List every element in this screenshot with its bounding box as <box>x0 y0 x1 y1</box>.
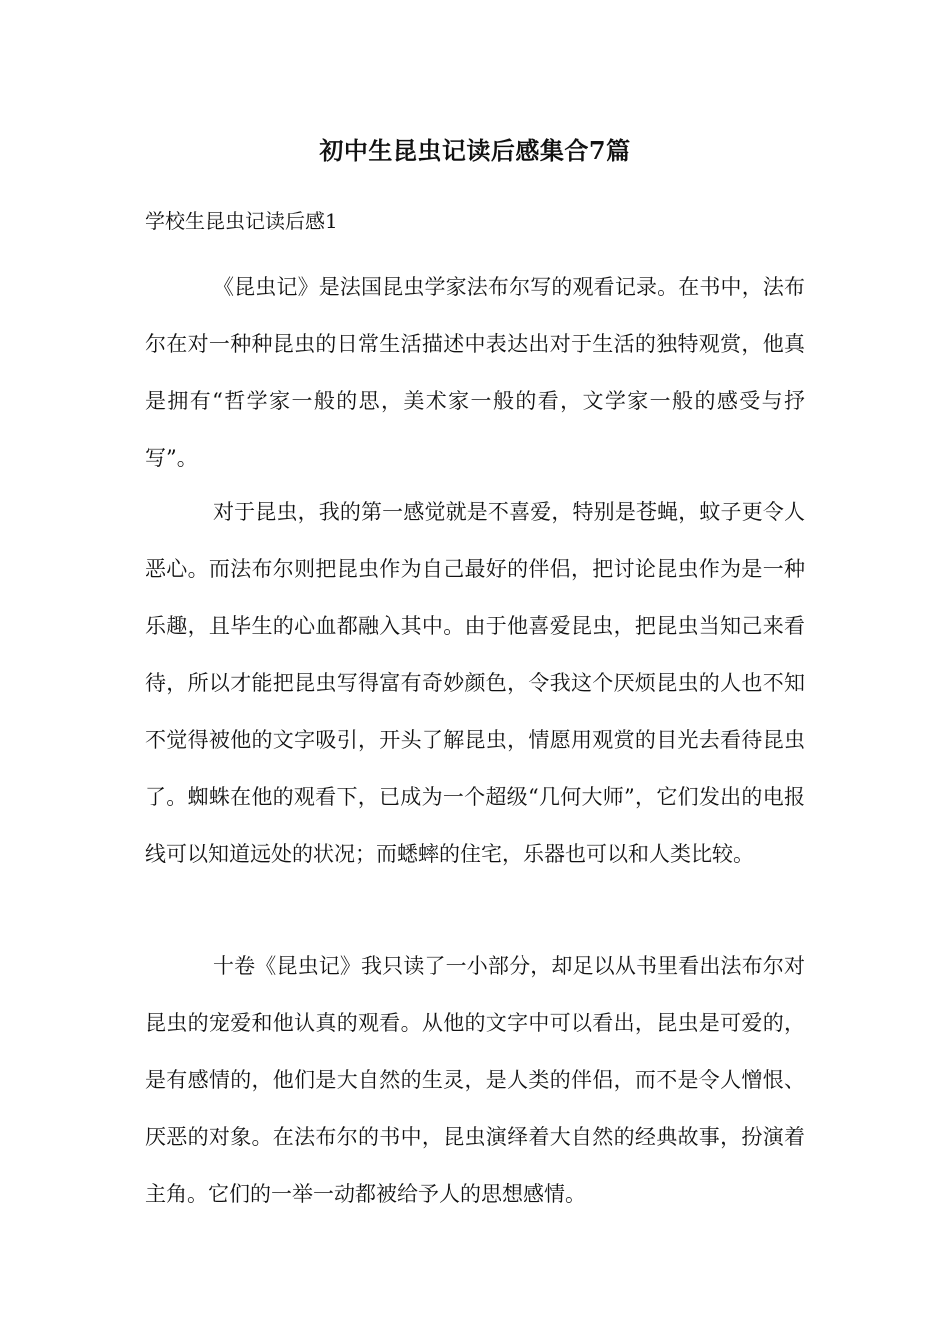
section-heading: 学校生昆虫记读后感1 <box>145 209 338 233</box>
paragraph-3: 十卷《昆虫记》我只读了一小部分，却足以从书里看出法布尔对昆虫的宠爱和他认真的观看。从他的文字中可以看出，昆虫是可爱的，是有感情的，他们是大自然的生灵，是人类的伴侣，而不是令人憎恨、厌恶的对象。在法布尔的书中，昆虫演绎着大自然的经典故事，扮演着主角。它们的一举一动都被给予人的思想感情。 <box>145 954 805 1206</box>
document-title: 初中生昆虫记读后感集合7篇 <box>319 136 631 165</box>
paragraph-1: 《昆虫记》是法国昆虫学家法布尔写的观看记录。在书中，法布尔在对一种种昆虫的日常生活描述中表达出对于生活的独特观赏，他真是拥有“哲学家一般的思，美术家一般的看，文学家一般的感受与抒写”。 <box>145 275 805 470</box>
paragraph-2: 对于昆虫，我的第一感觉就是不喜爱，特别是苍蝇，蚊子更令人恶心。而法布尔则把昆虫作为自己最好的伴侣，把讨论昆虫作为是一种乐趣，且毕生的心血都融入其中。由于他喜爱昆虫，把昆虫当知己来看待，所以才能把昆虫写得富有奇妙颜色，令我这个厌烦昆虫的人也不知不觉得被他的文字吸引，开头了解昆虫，情愿用观赏的目光去看待昆虫了。蜘蛛在他的观看下，已成为一个超级“几何大师”，它们发出的电报线可以知道远处的状况；而蟋蟀的住宅，乐器也可以和人类比较。 <box>145 500 805 866</box>
